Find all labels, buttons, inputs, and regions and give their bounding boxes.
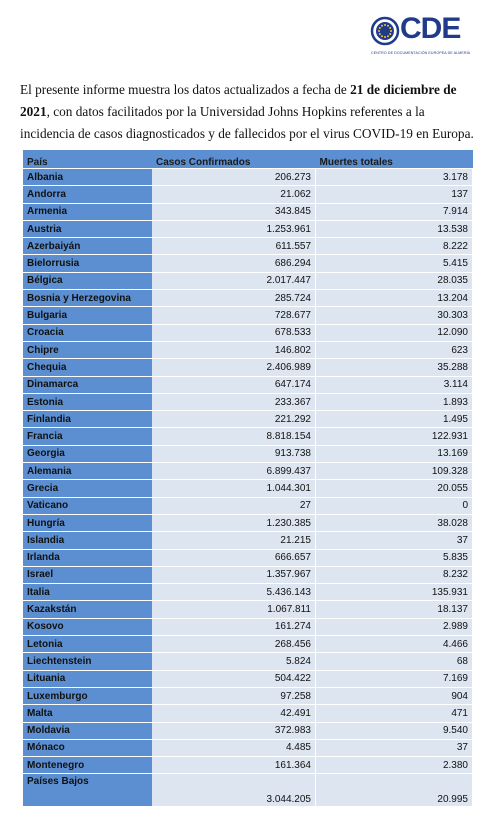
cases-cell: 2.017.447 [152,272,316,289]
table-row [23,480,473,497]
header-cases: Casos Confirmados [152,150,316,169]
header-deaths: Muertes totales [316,150,473,169]
intro-text-1: El presente informe muestra los datos actualizados a fecha de [20,82,351,98]
cases-cell: 343.845 [152,203,316,220]
table-row [23,549,473,566]
deaths-cell: 13.538 [316,220,473,237]
table-row [23,497,473,514]
deaths-cell: 3.114 [316,376,473,393]
intro-text-2: , con datos facilitados por la Universidad Johns Hopkins referentes a la incidencia de casos diagnosticados y de fallecidos por el virus COVID-19 en Europa. [20,104,474,142]
deaths-cell: 68 [316,653,473,670]
country-cell: Moldavia [23,722,152,739]
table-row [23,705,473,722]
table-row [23,324,473,341]
cases-cell: 161.364 [152,757,316,774]
table-row [23,601,473,618]
cases-cell: 1.044.301 [152,480,316,497]
cases-cell: 161.274 [152,618,316,635]
cases-cell: 913.738 [152,445,316,462]
table-row [23,584,473,601]
table-row [23,411,473,428]
cases-cell: 21.215 [152,532,316,549]
table-row [23,463,473,480]
deaths-cell: 623 [316,341,473,358]
cases-cell: 21.062 [152,186,316,203]
country-cell: Austria [23,220,152,237]
country-cell: Montenegro [23,757,152,774]
deaths-cell: 2.989 [316,618,473,635]
table-row [23,169,473,186]
cases-cell: 2.406.989 [152,359,316,376]
country-cell: Israel [23,566,152,583]
deaths-cell: 38.028 [316,514,473,531]
deaths-cell: 35.288 [316,359,473,376]
cases-cell: 42.491 [152,705,316,722]
deaths-cell: 471 [316,705,473,722]
cde-logo [370,14,475,62]
table-row [23,722,473,739]
cases-cell: 1.357.967 [152,566,316,583]
table-row [23,359,473,376]
deaths-cell: 122.931 [316,428,473,445]
deaths-cell: 37 [316,532,473,549]
country-cell: Georgia [23,445,152,462]
cases-cell: 221.292 [152,411,316,428]
country-cell: Luxemburgo [23,687,152,704]
cases-cell: 97.258 [152,687,316,704]
country-cell: Mónaco [23,739,152,756]
country-cell: Armenia [23,203,152,220]
cases-cell: 4.485 [152,739,316,756]
cases-cell: 647.174 [152,376,316,393]
cases-cell: 268.456 [152,636,316,653]
country-cell: Italia [23,584,152,601]
cases-cell: 728.677 [152,307,316,324]
cases-cell: 146.802 [152,341,316,358]
country-cell: Albania [23,169,152,186]
table-row [23,290,473,307]
deaths-cell: 1.893 [316,393,473,410]
intro-date: 21 de diciembre de 2021 [20,82,457,120]
cases-cell: 504.422 [152,670,316,687]
logo-name: CDE [400,12,461,45]
cases-cell: 206.273 [152,169,316,186]
deaths-cell: 2.380 [316,757,473,774]
country-cell: Finlandia [23,411,152,428]
table-row [23,341,473,358]
cases-cell: 8.818.154 [152,428,316,445]
table-body [23,169,473,807]
cases-cell: 666.657 [152,549,316,566]
table-row [23,238,473,255]
cases-cell: 1.067.811 [152,601,316,618]
deaths-cell: 7.169 [316,670,473,687]
table-row [23,203,473,220]
country-cell: Chequia [23,359,152,376]
country-cell: Kazakstán [23,601,152,618]
country-cell: Hungría [23,514,152,531]
table-header-row [23,150,473,169]
deaths-cell: 13.204 [316,290,473,307]
table-row [23,307,473,324]
country-cell: Kosovo [23,618,152,635]
deaths-cell: 28.035 [316,272,473,289]
country-cell: Lituania [23,670,152,687]
table-row [23,532,473,549]
country-cell: Chipre [23,341,152,358]
country-cell: Croacia [23,324,152,341]
deaths-cell: 0 [316,497,473,514]
deaths-cell: 12.090 [316,324,473,341]
deaths-cell: 5.415 [316,255,473,272]
country-cell: Alemania [23,463,152,480]
cases-cell: 1.253.961 [152,220,316,237]
covid-data-table [23,150,473,807]
cases-cell: 6.899.437 [152,463,316,480]
country-cell: Grecia [23,480,152,497]
deaths-cell: 8.232 [316,566,473,583]
table-row [23,393,473,410]
country-cell: Bielorrusia [23,255,152,272]
deaths-cell: 18.137 [316,601,473,618]
cases-cell: 611.557 [152,238,316,255]
table-row [23,186,473,203]
country-cell: Malta [23,705,152,722]
country-cell: Bosnia y Herzegovina [23,290,152,307]
country-cell: Países Bajos [23,774,152,807]
table-row [23,566,473,583]
deaths-cell: 20.995 [316,774,473,807]
table-row [23,428,473,445]
intro-paragraph [20,79,482,145]
deaths-cell: 135.931 [316,584,473,601]
cases-cell: 678.533 [152,324,316,341]
table-row [23,220,473,237]
cases-cell: 27 [152,497,316,514]
country-cell: Andorra [23,186,152,203]
country-cell: Estonia [23,393,152,410]
table-row [23,618,473,635]
header-country: País [23,150,152,169]
table-row [23,757,473,774]
country-cell: Letonia [23,636,152,653]
cases-cell: 3.044.205 [152,774,316,807]
table-row [23,272,473,289]
table-row [23,376,473,393]
deaths-cell: 20.055 [316,480,473,497]
table-row [23,514,473,531]
deaths-cell: 8.222 [316,238,473,255]
table-row [23,687,473,704]
country-cell: Islandia [23,532,152,549]
logo-subtitle: CENTRO DE DOCUMENTACIÓN EUROPEA DE ALMERÍA [371,51,471,55]
table-row [23,445,473,462]
deaths-cell: 7.914 [316,203,473,220]
country-cell: Bulgaria [23,307,152,324]
table-row [23,739,473,756]
table-row [23,774,473,807]
deaths-cell: 30.303 [316,307,473,324]
country-cell: Vaticano [23,497,152,514]
country-cell: Dinamarca [23,376,152,393]
deaths-cell: 4.466 [316,636,473,653]
cases-cell: 285.724 [152,290,316,307]
country-cell: Irlanda [23,549,152,566]
deaths-cell: 3.178 [316,169,473,186]
deaths-cell: 9.540 [316,722,473,739]
deaths-cell: 137 [316,186,473,203]
deaths-cell: 5.835 [316,549,473,566]
table-row [23,636,473,653]
deaths-cell: 904 [316,687,473,704]
cases-cell: 372.983 [152,722,316,739]
country-cell: Liechtenstein [23,653,152,670]
cases-cell: 5.824 [152,653,316,670]
table-row [23,653,473,670]
country-cell: Azerbaiyán [23,238,152,255]
deaths-cell: 13.169 [316,445,473,462]
deaths-cell: 109.328 [316,463,473,480]
country-cell: Francia [23,428,152,445]
table-row [23,670,473,687]
cases-cell: 233.367 [152,393,316,410]
table-row [23,255,473,272]
cases-cell: 686.294 [152,255,316,272]
country-cell: Bélgica [23,272,152,289]
cases-cell: 1.230.385 [152,514,316,531]
deaths-cell: 1.495 [316,411,473,428]
eu-stars-ring-icon [370,16,400,46]
cases-cell: 5.436.143 [152,584,316,601]
deaths-cell: 37 [316,739,473,756]
